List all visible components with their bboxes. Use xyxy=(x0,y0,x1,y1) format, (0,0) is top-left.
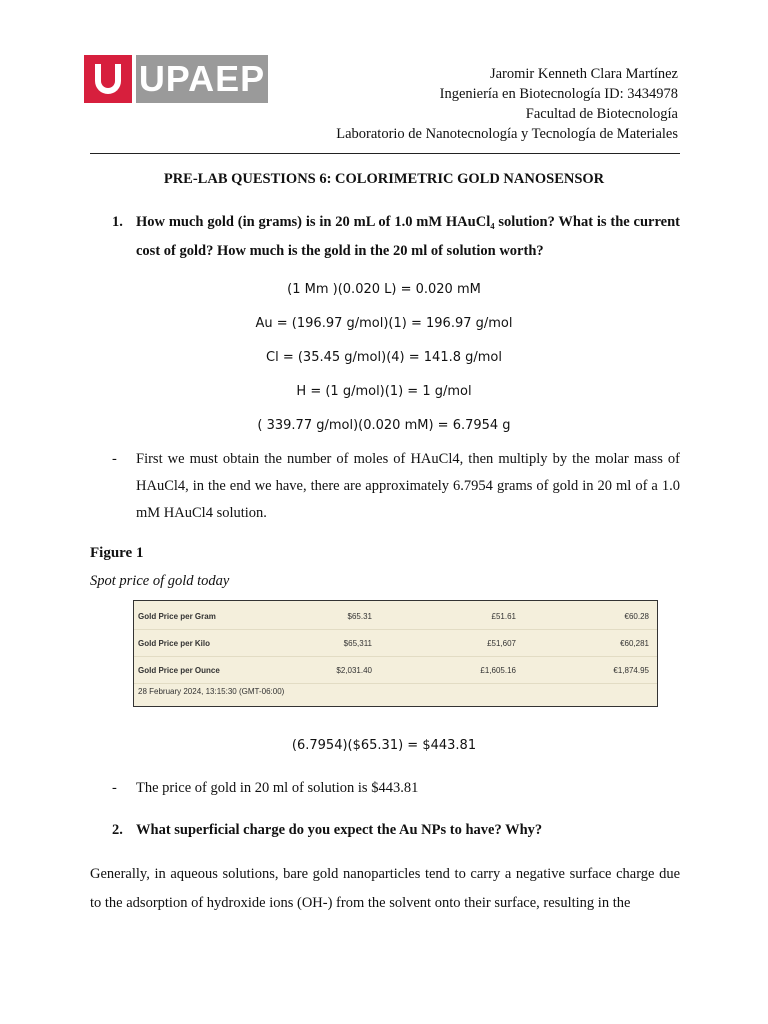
price-usd: $65.31 xyxy=(347,612,372,621)
explanation-bullet xyxy=(112,446,680,527)
bullet-dash: - xyxy=(112,451,117,467)
program-id: Ingeniería en Biotecnología ID: 3434978 xyxy=(439,86,678,102)
price-usd: $65,311 xyxy=(343,639,372,648)
table-row xyxy=(134,630,657,657)
question-1 xyxy=(112,208,680,266)
equation-cl: Cl = (35.45 g/mol)(4) = 141.8 g/mol xyxy=(266,350,502,365)
question-2 xyxy=(112,816,680,845)
row-label: Gold Price per Ounce xyxy=(138,666,220,675)
table-timestamp: 28 February 2024, 13:15:30 (GMT-06:00) xyxy=(138,687,285,696)
price-gbp: £1,605.16 xyxy=(480,666,516,675)
header-divider xyxy=(90,153,680,154)
equation-mass: ( 339.77 g/mol)(0.020 mM) = 6.7954 g xyxy=(257,418,511,433)
equation-au: Au = (196.97 g/mol)(1) = 196.97 g/mol xyxy=(255,316,513,331)
faculty: Facultad de Biotecnología xyxy=(525,106,678,122)
logo-text: UPAEP xyxy=(136,55,268,103)
equation-h: H = (1 g/mol)(1) = 1 g/mol xyxy=(296,384,472,399)
table-row xyxy=(134,657,657,684)
price-eur: €1,874.95 xyxy=(613,666,649,675)
question-text: How much gold (in grams) is in 20 mL of 1.0 mM HAuCl₄ solution? What is the current cost of gold? How much is the gold in the 20 ml of solution worth? xyxy=(136,214,680,259)
question-number: 1. xyxy=(112,214,123,230)
page-title: PRE-LAB QUESTIONS 6: COLORIMETRIC GOLD NANOSENSOR xyxy=(163,171,605,187)
price-eur: €60.28 xyxy=(624,612,649,621)
logo-u-mark xyxy=(84,55,132,103)
price-bullet xyxy=(112,775,680,802)
row-label: Gold Price per Kilo xyxy=(138,639,211,648)
price-gbp: £51.61 xyxy=(491,612,516,621)
bullet-dash: - xyxy=(112,780,117,796)
author-name: Jaromir Kenneth Clara Martínez xyxy=(489,66,678,82)
upaep-logo xyxy=(84,55,268,103)
answer-paragraph: Generally, in aqueous solutions, bare gold nanoparticles tend to carry a negative surface charge due to the adsorption of hydroxide ions (OH-) from the solvent onto their surface, resulting in the xyxy=(90,866,680,911)
bullet-text: First we must obtain the number of moles of HAuCl4, then multiply by the molar mass of HAuCl4, in the end we have, there are approximately 6.7954 grams of gold in 20 ml of a 1.0 mM HAuCl4 solution. xyxy=(136,451,680,521)
figure-label: Figure 1 xyxy=(90,545,144,561)
table-row xyxy=(134,603,657,630)
price-usd: $2,031.40 xyxy=(336,666,372,675)
price-eur: €60,281 xyxy=(620,639,649,648)
price-gbp: £51,607 xyxy=(487,639,516,648)
question-number: 2. xyxy=(112,822,123,838)
bullet-text: The price of gold in 20 ml of solution is $443.81 xyxy=(136,780,419,796)
header-info xyxy=(336,64,678,144)
equation-moles: (1 Mm )(0.020 L) = 0.020 mM xyxy=(287,282,481,297)
lab-name: Laboratorio de Nanotecnología y Tecnología de Materiales xyxy=(336,126,678,142)
gold-price-table xyxy=(133,600,658,707)
equation-value: (6.7954)($65.31) = $443.81 xyxy=(291,738,477,753)
row-label: Gold Price per Gram xyxy=(138,612,216,621)
figure-caption: Spot price of gold today xyxy=(90,573,230,589)
question-text: What superficial charge do you expect the Au NPs to have? Why? xyxy=(136,822,543,838)
